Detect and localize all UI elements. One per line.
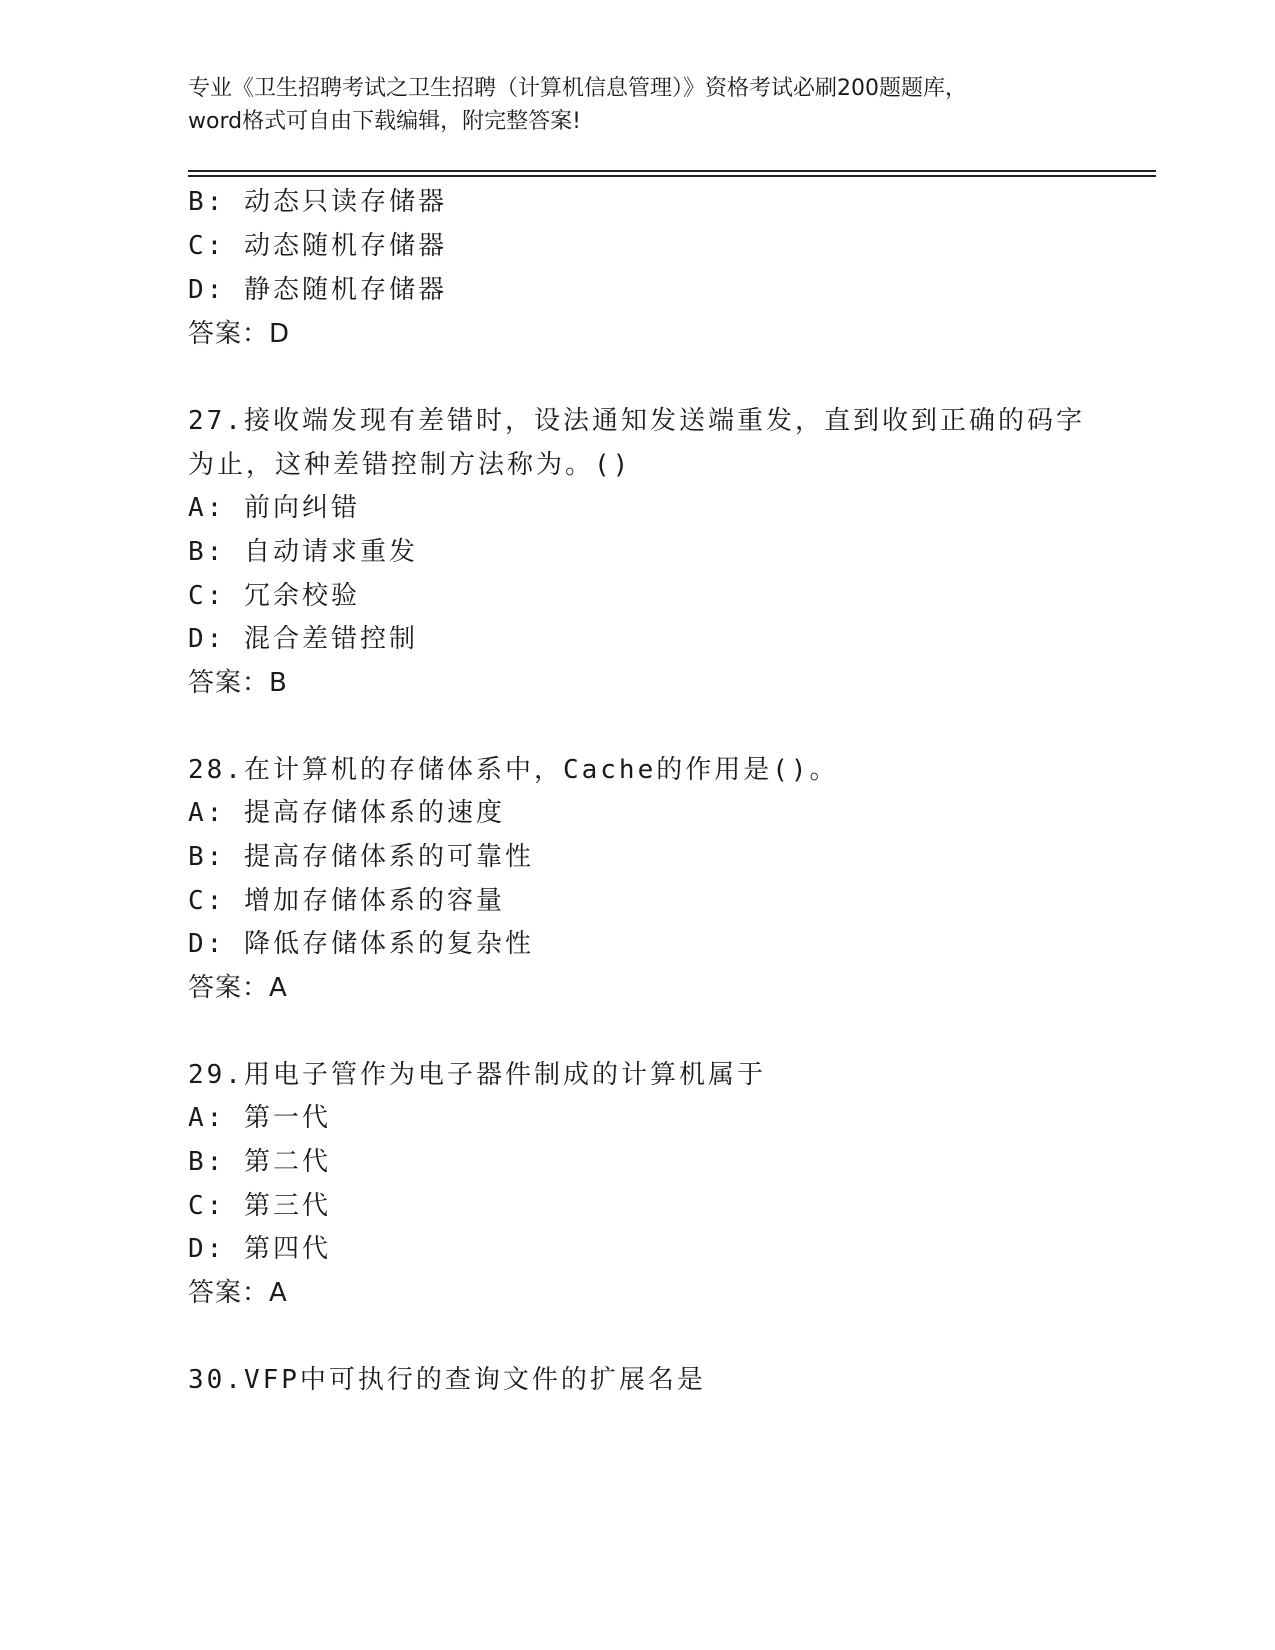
q27-stem-line-2: 为止，这种差错控制方法称为。(): [188, 450, 632, 480]
q29-option-a: A: 第一代: [188, 1103, 331, 1133]
document-header: [188, 72, 1088, 138]
q29-option-c: C: 第三代: [188, 1191, 331, 1221]
header-line-2: word格式可自由下载编辑，附完整答案!: [188, 109, 581, 134]
q27-option-b: B: 自动请求重发: [188, 537, 418, 567]
q26-option-b: B: 动态只读存储器: [188, 187, 447, 217]
header-divider-bottom: [188, 175, 1156, 177]
q29-stem: 29.用电子管作为电子器件制成的计算机属于: [188, 1060, 766, 1090]
q27-stem-line-1: 27.接收端发现有差错时，设法通知发送端重发，直到收到正确的码字: [188, 406, 1085, 436]
q27-option-c: C: 冗余校验: [188, 581, 360, 611]
header-divider-top: [188, 170, 1156, 172]
q28-option-d: D: 降低存储体系的复杂性: [188, 929, 534, 959]
q26-answer: 答案：D: [188, 319, 291, 349]
q29-option-b: B: 第二代: [188, 1147, 331, 1177]
q26-option-d: D: 静态随机存储器: [188, 275, 447, 305]
q28-stem: 28.在计算机的存储体系中，Cache的作用是()。: [188, 755, 839, 785]
q28-option-b: B: 提高存储体系的可靠性: [188, 842, 534, 872]
q29-option-d: D: 第四代: [188, 1234, 331, 1264]
q27-option-a: A: 前向纠错: [188, 493, 360, 523]
q26-option-c: C: 动态随机存储器: [188, 231, 447, 261]
q28-option-c: C: 增加存储体系的容量: [188, 886, 505, 916]
q28-option-a: A: 提高存储体系的速度: [188, 798, 505, 828]
q27-answer: 答案：B: [188, 668, 288, 698]
q28-answer: 答案：A: [188, 973, 288, 1003]
header-line-1: 专业《卫生招聘考试之卫生招聘（计算机信息管理）》资格考试必刷200题题库，: [188, 76, 967, 101]
q27-option-d: D: 混合差错控制: [188, 624, 418, 654]
q29-answer: 答案：A: [188, 1278, 288, 1308]
q30-stem: 30.VFP中可执行的查询文件的扩展名是: [188, 1365, 706, 1395]
